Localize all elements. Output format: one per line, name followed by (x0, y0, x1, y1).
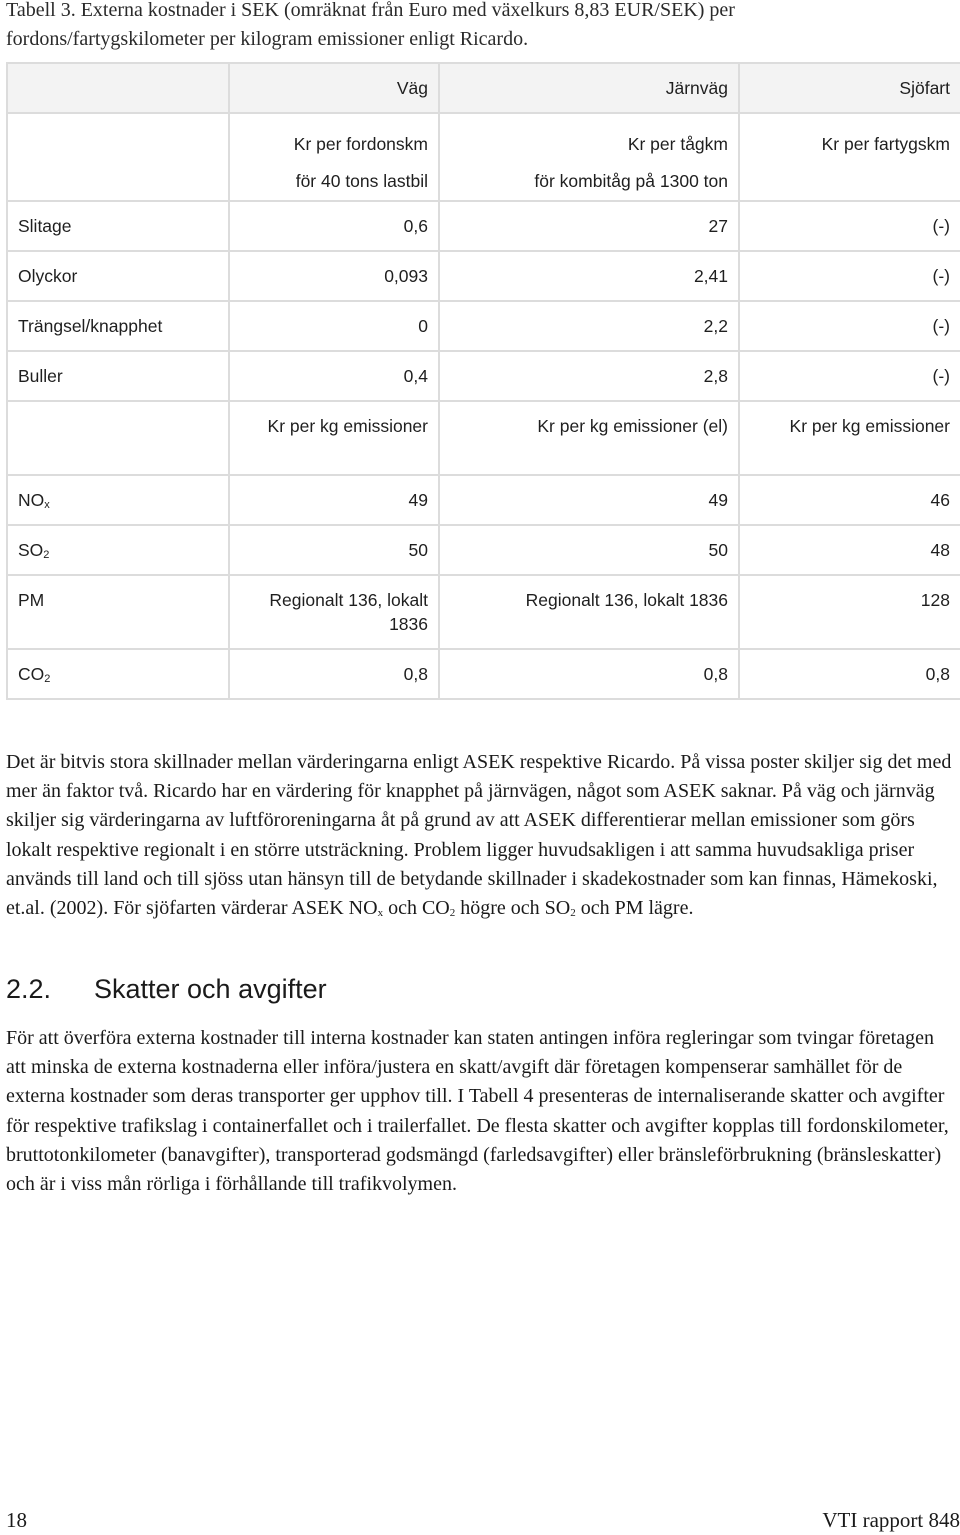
cell-road: 50 (229, 525, 439, 575)
cell-sea: 128 (739, 575, 960, 649)
emission-unit-row (7, 401, 960, 475)
cell-rail: 50 (439, 525, 739, 575)
unit-header-row (7, 113, 960, 201)
header-mode-rail: Järnväg (439, 63, 739, 113)
cell-road: 0,4 (229, 351, 439, 401)
unit-sea (739, 113, 960, 201)
cost-table (6, 62, 960, 700)
cell-sea: (-) (739, 251, 960, 301)
cell-rail: 2,2 (439, 301, 739, 351)
cell-rail: 2,8 (439, 351, 739, 401)
row-label: Slitage (7, 201, 229, 251)
section-number: 2.2. (6, 974, 52, 1004)
cell-rail: Regionalt 136, lokalt 1836 (439, 575, 739, 649)
cell-sea: 46 (739, 475, 960, 525)
cell-road: Regionalt 136, lokalt 1836 (229, 575, 439, 649)
header-mode-road: Väg (229, 63, 439, 113)
section-heading (6, 974, 327, 1005)
cell-road: 49 (229, 475, 439, 525)
emission-unit-rail: Kr per kg emissioner (el) (439, 401, 739, 475)
cell-rail: 27 (439, 201, 739, 251)
cell-road: 0,6 (229, 201, 439, 251)
row-label: PM (7, 575, 229, 649)
unit-rail-line2: för kombitåg på 1300 ton (534, 171, 728, 191)
table-row (7, 525, 960, 575)
cell-sea: 48 (739, 525, 960, 575)
cell-sea: (-) (739, 351, 960, 401)
cell-rail: 2,41 (439, 251, 739, 301)
table-row (7, 649, 960, 699)
header-empty-cell (7, 63, 229, 113)
unit-rail-line1: Kr per tågkm (627, 134, 728, 154)
unit-empty-cell (7, 113, 229, 201)
cell-sea: (-) (739, 301, 960, 351)
cell-sea: 0,8 (739, 649, 960, 699)
unit-road-line1: Kr per fordonskm (293, 134, 428, 154)
table-row (7, 301, 960, 351)
cell-rail: 0,8 (439, 649, 739, 699)
row-label: Buller (7, 351, 229, 401)
row-label: Olyckor (7, 251, 229, 301)
unit-road-line2: för 40 tons lastbil (295, 171, 428, 191)
table-row (7, 575, 960, 649)
table-row (7, 475, 960, 525)
page-number: 18 (6, 1508, 27, 1532)
table-caption: Tabell 3. Externa kostnader i SEK (omräknat från Euro med växelkurs 8,83 EUR/SEK) per fordons/fartygskilometer per kilogram emissioner enligt Ricardo. (6, 0, 735, 50)
cell-sea: (-) (739, 201, 960, 251)
emission-unit-sea: Kr per kg emissioner (739, 401, 960, 475)
table-row (7, 201, 960, 251)
row-label: $SO_2$ (7, 525, 229, 575)
section-title: Skatter och avgifter (94, 974, 327, 1004)
row-label: Trängsel/knapphet (7, 301, 229, 351)
unit-road (229, 113, 439, 201)
table-row (7, 351, 960, 401)
row-label: $NO_x$ (7, 475, 229, 525)
cell-road: 0,093 (229, 251, 439, 301)
unit-sea-line1: Kr per fartygskm (821, 134, 950, 154)
report-name: VTI rapport 848 (822, 1508, 960, 1532)
cell-road: 0 (229, 301, 439, 351)
mode-header-row (7, 63, 960, 113)
unit-rail (439, 113, 739, 201)
header-mode-sea: Sjöfart (739, 63, 960, 113)
emission-unit-road: Kr per kg emissioner (229, 401, 439, 475)
body-paragraph-1: Det är bitvis stora skillnader mellan värderingarna enligt ASEK respektive Ricardo. På vissa poster skiljer sig det med mer än faktor två. Ricardo har en värdering för knapphet på järnvägen, något som ASEK saknar. På väg och järnväg skiljer sig värderingarna av luftföroreningarna åt på grund av att ASEK differentierar mellan emissioner som görs lokalt respektive regionalt i en större utsträckning. Problem ligger huvudsakligen i att samma huvudsakliga priser används till land och till sjöss utan hänsyn till de betydande skillnader i skadekostnader som kan finnas, Hämekoski, et.al. (2002). För sjöfarten värderar ASEK $NO_x$ och $CO_2$ högre och $SO_2$ och PM lägre. (6, 751, 952, 920)
table-row (7, 251, 960, 301)
body-paragraph-2: För att överföra externa kostnader till interna kostnader kan staten antingen införa regleringar som tvingar företagen att minska de externa kostnaderna eller införa/justera en skatt/avgift där företagen kompenserar samhället för de externa kostnader som deras transporter ger upphov till. I Tabell 4 presenteras de internaliserande skatter och avgifter för respektive trafikslag i containerfallet och i trailerfallet. De flesta skatter och avgifter kopplas till fordonskilometer, bruttotonkilometer (banavgifter), transporterad godsmängd (farledsavgifter) eller bränsleförbrukning (bränsleskatter) och är i viss mån rörliga i förhållande till trafikvolymen. (6, 1027, 949, 1196)
row-label: $CO_2$ (7, 649, 229, 699)
cell-rail: 49 (439, 475, 739, 525)
emission-unit-empty-cell (7, 401, 229, 475)
cell-road: 0,8 (229, 649, 439, 699)
